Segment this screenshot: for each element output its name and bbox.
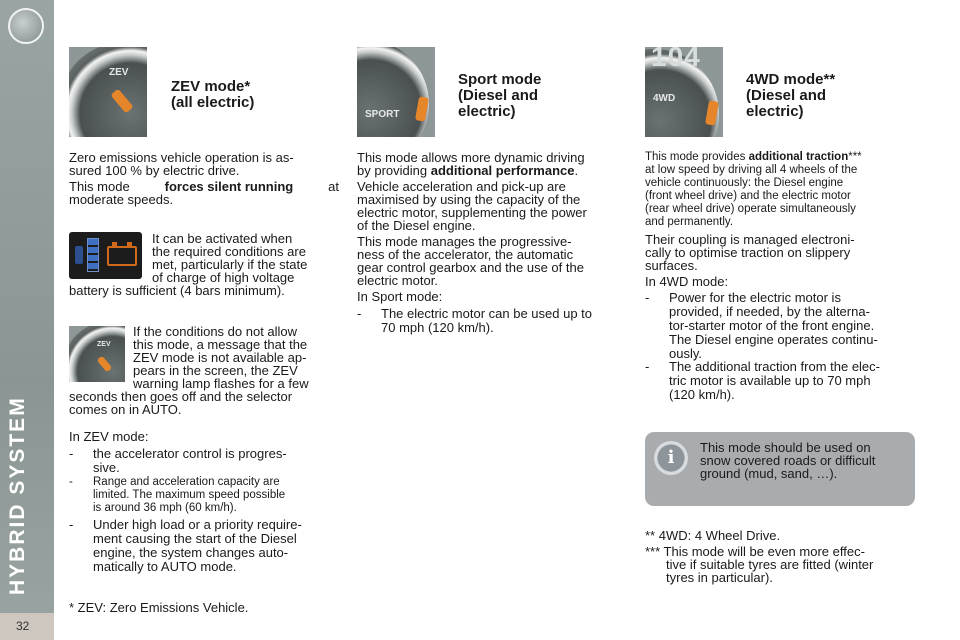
zev-cond-l3: ZEV mode is not available ap- (133, 350, 307, 365)
zev-b3-l2: ment causing the start of the Diesel (93, 531, 297, 546)
zev-intro-l2: sured 100 % by electric drive. (69, 163, 240, 178)
sport-heading-line3: electric) (458, 103, 516, 120)
zev-cond-l4: pears in the screen, the ZEV (133, 363, 298, 378)
zev-cond-l7: comes on in AUTO. (69, 402, 182, 417)
sport-p3-l1: This mode manages the progressive- (357, 234, 572, 249)
zev-activate-l1: It can be activated when (152, 231, 293, 246)
zev-cond-l6: seconds then goes off and the selector (69, 389, 293, 404)
sport-heading-line1: Sport mode (458, 71, 542, 88)
zev-activate-l4: of charge of high voltage (152, 270, 295, 285)
fwd-b2-l2: tric motor is available up to 70 mph (669, 373, 871, 388)
zev-b2-l1: Range and acceleration capacity are (93, 476, 280, 488)
zev-heading-line2: (all electric) (171, 94, 255, 111)
fwd-p1-suffix: *** (848, 151, 862, 163)
fwd-b1-l4: The Diesel engine operates continu- (669, 332, 878, 347)
fwd-gauge-image (645, 47, 723, 137)
sport-p2-l4: of the Diesel engine. (357, 218, 476, 233)
zev-cond-l2: this mode, a message that the (133, 337, 308, 352)
zev-mode-bold: forces silent running (164, 179, 294, 194)
sport-p2-l1: Vehicle acceleration and pick-up are (357, 179, 566, 194)
sport-p3-l3: gear control gearbox and the use of the (357, 260, 584, 275)
fwd-footnote-2-l3: tyres in particular). (666, 570, 773, 585)
fwd-p1-prefix: This mode provides (645, 151, 746, 163)
bullet-dash: - (645, 290, 650, 305)
zev-b2-l2: limited. The maximum speed possible (93, 489, 286, 501)
fwd-p2-l2: cally to optimise traction on slippery (645, 245, 851, 260)
info-icon: i (654, 441, 688, 475)
zev-bullet-3 (69, 518, 339, 574)
zev-bullet-2 (69, 476, 339, 515)
zev-in-mode: In ZEV mode: (69, 429, 149, 444)
fwd-b1-l5: ously. (669, 346, 702, 361)
zev-small-gauge-label: ZEV (97, 341, 111, 348)
info-l3: ground (mud, sand, …). (700, 466, 838, 481)
sport-p1-suffix: . (574, 163, 579, 178)
sport-b1-l2: 70 mph (120 km/h). (381, 320, 494, 335)
fwd-footnote-2-l1: *** This mode will be even more effec- (645, 544, 865, 559)
info-l2: snow covered roads or difficult (700, 453, 876, 468)
zev-heading-line1: ZEV mode* (171, 78, 251, 95)
zev-bullet-1 (69, 447, 339, 475)
sport-gauge-label: SPORT (365, 109, 400, 120)
page-number: 32 (16, 619, 30, 633)
zev-intro-l1: Zero emissions vehicle operation is as- (69, 150, 294, 165)
fwd-b2-l1: The additional traction from the elec- (669, 359, 880, 374)
sport-p1-bold: additional performance (430, 163, 575, 178)
fwd-b2-l3: (120 km/h). (669, 387, 735, 402)
fwd-p2-l3: surfaces. (645, 258, 698, 273)
sport-p1-prefix: by providing (357, 163, 428, 178)
sport-p3-l2: ness of the accelerator, the automatic (357, 247, 574, 262)
fwd-p1-bold: additional traction (748, 151, 849, 163)
zev-small-gauge-image (69, 326, 125, 382)
bullet-dash: - (69, 517, 74, 532)
fwd-gauge-digits: 104 (651, 47, 701, 72)
fwd-b1-l2: provided, if needed, by the alterna- (669, 304, 870, 319)
zev-mode-l2: moderate speeds. (69, 192, 174, 207)
fwd-p2-l1: Their coupling is managed electroni- (645, 232, 855, 247)
zev-cond-l1: If the conditions do not allow (133, 324, 298, 339)
sport-p2-l2: maximised by using the capacity of the (357, 192, 581, 207)
decorative-ring-icon (8, 8, 44, 44)
zev-activate-l2: the required conditions are (152, 244, 306, 259)
zev-b2-l3: is around 36 mph (60 km/h). (93, 502, 237, 514)
zev-b1-l2: sive. (93, 460, 120, 475)
fwd-p1-l4: (front wheel drive) and the electric motor (645, 190, 851, 202)
sport-p1-l1: This mode allows more dynamic driving (357, 150, 585, 165)
zev-activate-l3: met, particularly if the state (152, 257, 308, 272)
fwd-p1-l6: and permanently. (645, 216, 734, 228)
fwd-bullet-1 (645, 291, 915, 361)
bullet-dash: - (645, 359, 650, 374)
fwd-heading-line1: 4WD mode** (746, 71, 836, 88)
fwd-p1-l5: (rear wheel drive) operate simultaneously (645, 203, 856, 215)
bullet-dash: - (69, 446, 74, 461)
fwd-heading-line2: (Diesel and (746, 87, 827, 104)
fwd-b1-l3: tor-starter motor of the front engine. (669, 318, 875, 333)
zev-gauge-image (69, 47, 147, 137)
fwd-b1-l1: Power for the electric motor is (669, 290, 841, 305)
zev-cond-l5: warning lamp flashes for a few (133, 376, 309, 391)
sport-bullet-1 (357, 307, 627, 335)
zev-activate-l5: battery is sufficient (4 bars minimum). (69, 283, 285, 298)
fwd-p1-line1 (645, 151, 915, 164)
fwd-gauge-label: 4WD (653, 93, 676, 104)
fwd-heading-line3: electric) (746, 103, 804, 120)
info-l1: This mode should be used on (700, 440, 871, 455)
battery-charge-icon (69, 232, 142, 279)
zev-b1-l1: the accelerator control is progres- (93, 446, 287, 461)
fwd-bullet-2 (645, 360, 915, 402)
fwd-footnote-1: ** 4WD: 4 Wheel Drive. (645, 528, 781, 543)
sport-gauge-image (357, 47, 435, 137)
sport-in-mode: In Sport mode: (357, 289, 443, 304)
zev-b3-l4: matically to AUTO mode. (93, 559, 237, 574)
bullet-dash: - (69, 476, 73, 488)
fwd-in-mode: In 4WD mode: (645, 274, 729, 289)
zev-b3-l3: engine, the system changes auto- (93, 545, 289, 560)
fwd-p1-l3: vehicle continuously: the Diesel engine (645, 177, 844, 189)
sport-p2-l3: electric motor, supplementing the power (357, 205, 587, 220)
sport-heading-line2: (Diesel and (458, 87, 539, 104)
bullet-dash: - (357, 306, 362, 321)
sport-p3-l4: electric motor. (357, 273, 438, 288)
fwd-footnote-2-l2: tive if suitable tyres are fitted (winter (666, 557, 874, 572)
zev-footnote: * ZEV: Zero Emissions Vehicle. (69, 600, 249, 615)
fwd-p1-l2: at low speed by driving all 4 wheels of the (645, 164, 858, 176)
sport-p1-line2 (357, 164, 627, 178)
zev-mode-prefix: This mode (69, 179, 130, 194)
zev-b3-l1: Under high load or a priority require- (93, 517, 302, 532)
zev-mode-suffix: at (328, 179, 339, 194)
zev-gauge-label: ZEV (109, 67, 129, 78)
sport-b1-l1: The electric motor can be used up to (381, 306, 593, 321)
